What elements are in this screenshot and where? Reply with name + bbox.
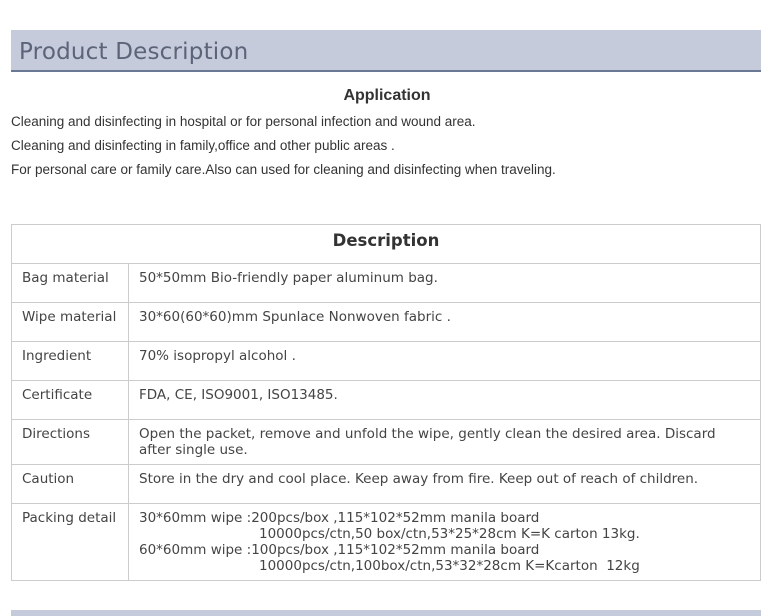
application-line: For personal care or family care.Also can used for cleaning and disinfecting when traveling. bbox=[11, 162, 556, 177]
table-row bbox=[12, 303, 761, 342]
packing-value bbox=[129, 504, 761, 581]
next-section-header bbox=[11, 610, 761, 616]
section-title: Product Description bbox=[19, 39, 249, 65]
table-row bbox=[12, 420, 761, 465]
description-table bbox=[11, 224, 761, 581]
row-label: Directions bbox=[12, 420, 129, 465]
application-line: Cleaning and disinfecting in hospital or for personal infection and wound area. bbox=[11, 114, 476, 129]
section-header bbox=[11, 30, 761, 72]
row-label: Caution bbox=[12, 465, 129, 504]
table-row bbox=[12, 264, 761, 303]
description-heading: Description bbox=[12, 225, 761, 264]
table-row bbox=[12, 342, 761, 381]
application-line: Cleaning and disinfecting in family,office and other public areas . bbox=[11, 138, 395, 153]
table-row bbox=[12, 504, 761, 581]
row-value: 50*50mm Bio-friendly paper aluminum bag. bbox=[129, 264, 761, 303]
row-label: Packing detail bbox=[12, 504, 129, 581]
row-value: FDA, CE, ISO9001, ISO13485. bbox=[129, 381, 761, 420]
row-value: Store in the dry and cool place. Keep away from fire. Keep out of reach of children. bbox=[129, 465, 761, 504]
packing-line: 10000pcs/ctn,50 box/ctn,53*25*28cm K=K carton 13kg. bbox=[259, 526, 640, 542]
row-label: Bag material bbox=[12, 264, 129, 303]
row-value: Open the packet, remove and unfold the wipe, gently clean the desired area. Discard after single use. bbox=[129, 420, 761, 465]
row-label: Certificate bbox=[12, 381, 129, 420]
table-row bbox=[12, 465, 761, 504]
application-heading: Application bbox=[343, 87, 431, 104]
row-value: 30*60(60*60)mm Spunlace Nonwoven fabric . bbox=[129, 303, 761, 342]
table-row bbox=[12, 381, 761, 420]
packing-line: 10000pcs/ctn,100box/ctn,53*32*28cm K=Kcarton 12kg bbox=[259, 558, 640, 574]
row-label: Ingredient bbox=[12, 342, 129, 381]
packing-line: 30*60mm wipe :200pcs/box ,115*102*52mm manila board bbox=[139, 510, 540, 526]
row-label: Wipe material bbox=[12, 303, 129, 342]
packing-line: 60*60mm wipe :100pcs/box ,115*102*52mm manila board bbox=[139, 542, 540, 558]
row-value: 70% isopropyl alcohol . bbox=[129, 342, 761, 381]
